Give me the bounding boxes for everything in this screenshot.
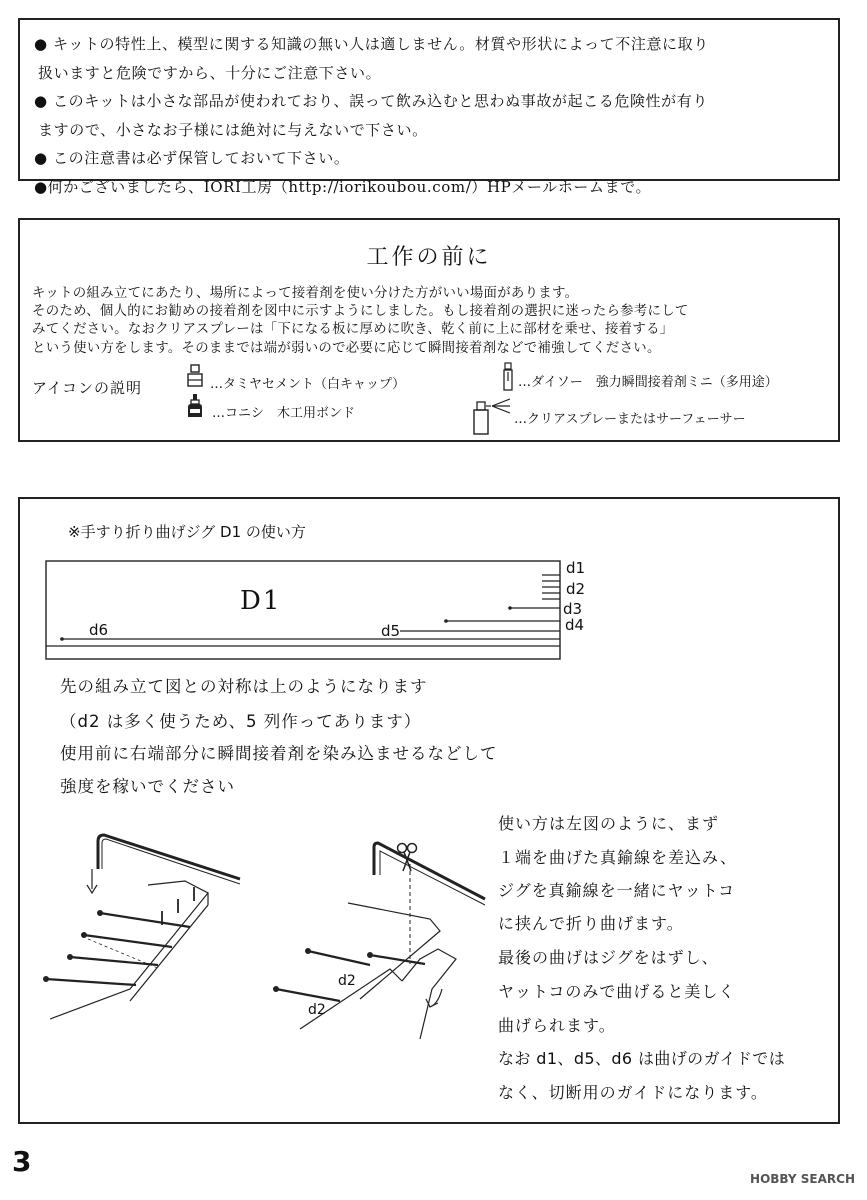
- warning-line: ますので、小さなお子様には絶対に与えないで下さい。: [38, 120, 428, 139]
- watermark: HOBBY SEARCH: [750, 1172, 855, 1186]
- instruction-line: 最後の曲げはジグをはずし、: [498, 948, 719, 967]
- warning-line: 扱いますと危険ですから、十分にご注意下さい。: [38, 63, 382, 82]
- instruction-line: に挟んで折り曲げます。: [498, 914, 684, 933]
- guide-label-d1: d1: [566, 559, 586, 577]
- spray-can-icon: [470, 398, 514, 436]
- instruction-line: ジグを真鍮線を一緒にヤットコ: [498, 881, 736, 900]
- icon-label-superglue: …ダイソー 強力瞬間接着剤ミニ（多用途）: [518, 375, 778, 390]
- guide-label-d3: d3: [563, 600, 583, 618]
- instruction-line: １端を曲げた真鍮線を差込み、: [498, 848, 737, 867]
- warning-line: ● この注意書は必ず保管しておいて下さい。: [34, 149, 350, 167]
- warning-box: [18, 18, 840, 196]
- jig-usage-box: [18, 497, 840, 1124]
- superglue-tube-icon: [503, 363, 513, 391]
- guide-label-d2: d2: [566, 580, 586, 598]
- bending-figure-jig: [270, 839, 490, 1039]
- page-number: 3: [12, 1145, 32, 1178]
- instruction-line: なお d1、d5、d6 は曲げのガイドでは: [498, 1049, 786, 1068]
- jig-heading: ※手すり折り曲げジグ D1 の使い方: [68, 523, 306, 541]
- icon-label-bond: …コニシ 木工用ボンド: [212, 406, 356, 421]
- paragraph-line: そのため、個人的にお勧めの接着剤を図中に示すようにしました。もし接着剤の選択に迷ったら参考にして: [32, 304, 689, 319]
- body-line: （d2 は多く使うため、5 列作ってあります）: [60, 712, 422, 731]
- scissors-icon: [396, 842, 418, 872]
- guide-label-d6: d6: [89, 621, 109, 639]
- guide-label-d5: d5: [381, 622, 401, 640]
- figure-label-d2: d2: [338, 973, 356, 989]
- before-work-box: [18, 218, 840, 442]
- instruction-line: ヤットコのみで曲げると美しく: [498, 982, 736, 1001]
- instruction-line: 曲げられます。: [498, 1016, 616, 1035]
- before-work-title: 工作の前に: [366, 245, 492, 270]
- body-line: 強度を稼いでください: [60, 777, 235, 796]
- instruction-line: 使い方は左図のように、まず: [498, 814, 720, 833]
- body-line: 先の組み立て図との対称は上のようになります: [60, 677, 428, 696]
- paragraph-line: という使い方をします。そのままでは端が弱いので必要に応じて瞬間接着剤などで補強してください。: [32, 341, 661, 356]
- icon-label-cement: …タミヤセメント（白キャップ）: [210, 377, 406, 392]
- guide-label-d4: d4: [565, 616, 585, 634]
- jig-part-label: D1: [240, 586, 282, 616]
- bond-bottle-icon: [186, 394, 204, 418]
- paragraph-line: みてください。なおクリアスプレーは「下になる板に厚めに吹き、乾く前に上に部材を乗せ、接着する」: [32, 322, 674, 337]
- icon-heading: アイコンの説明: [32, 379, 143, 397]
- figure-label-d2: d2: [308, 1002, 326, 1018]
- instruction-line: なく、切断用のガイドになります。: [498, 1083, 768, 1102]
- warning-line: ● キットの特性上、模型に関する知識の無い人は適しません。材質や形状によって不注意に取り: [34, 35, 709, 53]
- warning-line: ●何かございましたら、IORI工房（http://iorikoubou.com/）HPメールホームまで。: [34, 177, 652, 196]
- jig-d1-diagram: [42, 559, 602, 669]
- body-line: 使用前に右端部分に瞬間接着剤を染み込ませるなどして: [60, 744, 498, 763]
- warning-line: ● このキットは小さな部品が使われており、誤って飲み込むと思わぬ事故が起こる危険性が有り: [34, 92, 708, 110]
- icon-label-spray: …クリアスプレーまたはサーフェーサー: [514, 412, 746, 427]
- paragraph-line: キットの組み立てにあたり、場所によって接着剤を使い分けた方がいい場面があります。: [32, 286, 579, 301]
- cement-bottle-icon: [187, 364, 203, 388]
- bending-figure-insert: [40, 829, 240, 1029]
